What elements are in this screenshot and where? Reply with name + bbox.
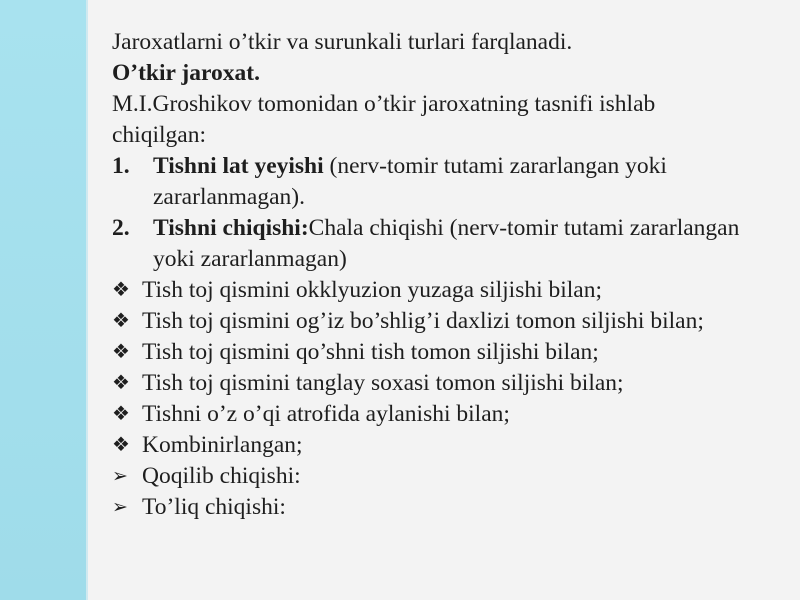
bullet-text: Tishni o’z o’qi atrofida aylanishi bilan;	[142, 401, 510, 427]
bullet-item	[112, 306, 752, 337]
arrow-bullet-icon: ➢	[112, 497, 128, 518]
bullet-text: Tish toj qismini og’iz bo’shlig’i daxlizi tomon siljishi bilan;	[142, 308, 704, 334]
diamond-bullet-icon: ❖	[112, 279, 130, 301]
bullet-text: Tish toj qismini tanglay soxasi tomon siljishi bilan;	[142, 370, 624, 396]
item-number: 1.	[112, 153, 130, 179]
bullet-item	[112, 399, 752, 430]
arrow-bullet-icon: ➢	[112, 466, 128, 487]
diamond-bullet-icon: ❖	[112, 403, 130, 425]
intro-text: Jaroxatlarni o’tkir va surunkali turlari farqlanadi.	[112, 29, 573, 55]
diamond-bullet-icon: ❖	[112, 372, 130, 394]
bullet-text: Kombinirlangan;	[142, 432, 303, 458]
bullet-text: Tish toj qismini okklyuzion yuzaga siljishi bilan;	[142, 277, 603, 303]
diamond-bullet-icon: ❖	[112, 434, 130, 456]
bullet-item	[112, 275, 752, 306]
item-text: Chala chiqishi (nerv-tomir tutami zararlangan yoki zararlanmagan)	[153, 215, 740, 272]
section-heading: O’tkir jaroxat.	[112, 60, 260, 86]
slide-body	[88, 0, 800, 600]
arrow-item	[112, 492, 752, 523]
item-number: 2.	[112, 215, 130, 241]
numbered-item-1	[112, 151, 752, 213]
bullet-item	[112, 337, 752, 368]
bullet-text: Tish toj qismini qo’shni tish tomon siljishi bilan;	[142, 339, 599, 365]
item-text: (nerv-tomir tutami zararlangan yoki zararlanmagan).	[153, 153, 667, 210]
bullet-item	[112, 368, 752, 399]
diamond-bullet-icon: ❖	[112, 310, 130, 332]
arrow-text: Qoqilib chiqishi:	[142, 463, 301, 489]
item-title: Tishni lat yeyishi	[153, 153, 324, 179]
arrow-text: To’liq chiqishi:	[142, 494, 286, 520]
numbered-item-2	[112, 213, 752, 275]
classification-text: M.I.Groshikov tomonidan o’tkir jaroxatning tasnifi ishlab chiqilgan:	[112, 91, 656, 148]
arrow-item	[112, 461, 752, 492]
diamond-bullet-icon: ❖	[112, 341, 130, 363]
bullet-item	[112, 430, 752, 461]
decorative-sidebar	[0, 0, 86, 600]
slide-content	[112, 27, 752, 523]
item-title: Tishni chiqishi:	[153, 215, 309, 241]
